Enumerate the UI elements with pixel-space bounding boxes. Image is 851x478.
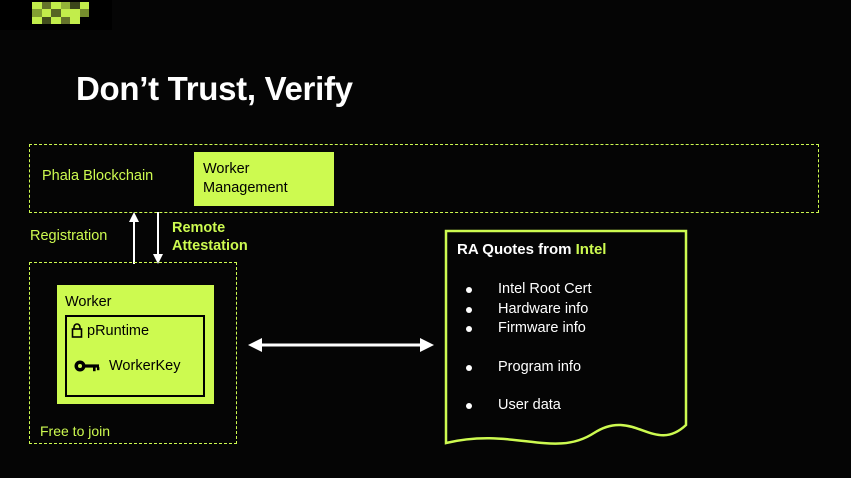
list-item-label: User data — [498, 397, 561, 413]
registration-label: Registration — [30, 228, 108, 244]
list-item — [462, 396, 682, 416]
workerkey-row — [74, 358, 180, 374]
list-item — [462, 319, 682, 339]
list-item-label: Hardware info — [498, 300, 589, 317]
bullet-icon — [466, 307, 472, 313]
remote-attestation-label — [172, 219, 248, 255]
pruntime-row — [70, 322, 149, 339]
list-item-label: Program info — [498, 358, 582, 375]
bullet-icon — [466, 287, 472, 293]
phala-blockchain-label: Phala Blockchain — [42, 168, 154, 184]
pruntime-label: pRuntime — [87, 322, 150, 339]
free-to-join-label: Free to join — [40, 423, 111, 439]
key-icon — [74, 359, 100, 373]
remote-attestation-line1: Remote — [172, 220, 226, 236]
bullet-icon — [466, 365, 472, 371]
remote-attestation-arrow-down — [152, 212, 164, 264]
bidirectional-arrow — [248, 334, 434, 356]
list-item — [462, 300, 682, 320]
registration-arrow-up — [128, 212, 140, 264]
pixelated-logo — [32, 2, 108, 24]
list-item-label: Intel Root Cert — [498, 281, 592, 297]
logo-bar — [0, 0, 112, 30]
bullet-icon — [466, 326, 472, 332]
ra-quotes-title-highlight: Intel — [575, 241, 607, 258]
bullet-icon — [466, 403, 472, 409]
list-item-label: Firmware info — [498, 320, 586, 336]
worker-management-line1: Worker — [203, 161, 250, 177]
list-item — [462, 358, 682, 378]
remote-attestation-line2: Attestation — [172, 238, 248, 254]
ra-quotes-list — [462, 280, 682, 416]
lock-icon — [70, 322, 84, 339]
worker-management-box — [194, 152, 334, 206]
worker-card-title: Worker — [65, 294, 112, 310]
ra-quotes-title — [457, 241, 606, 258]
page-title: Don’t Trust, Verify — [76, 70, 353, 107]
list-item — [462, 280, 682, 300]
ra-quotes-title-prefix: RA Quotes from — [457, 241, 576, 258]
worker-management-line2: Management — [203, 180, 288, 196]
workerkey-label: WorkerKey — [109, 358, 181, 374]
